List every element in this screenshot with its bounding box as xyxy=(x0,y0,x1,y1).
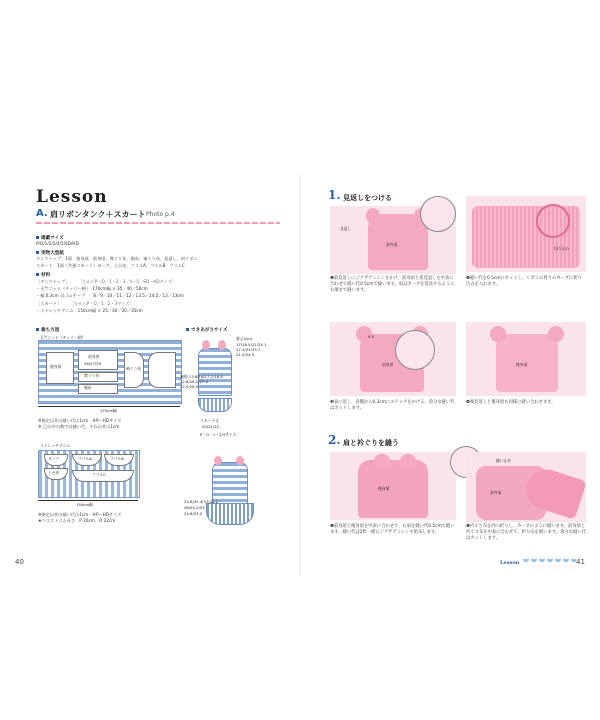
piece-back-label: 後身頃 xyxy=(50,364,62,369)
skirt-vals-c: 24.6/33.5 xyxy=(184,511,203,516)
lesson-title: Lesson xyxy=(36,187,108,207)
skirt-vals-b: 46/54.2/53 xyxy=(184,505,205,510)
footer-scallop xyxy=(522,559,576,565)
denim-note1: ※指定以外の縫い代は1cm ※P〜HDサイズ xyxy=(38,512,122,517)
step2-number: 2. xyxy=(328,433,341,447)
pattern-line2: スカート：1面（共通スカート）ヨーク、土台布、フリルA、フリルB、フリルC xyxy=(36,263,185,268)
skirt-length-vals: 20/21/22 xyxy=(202,424,220,429)
ribbon-left-icon-2 xyxy=(214,456,222,465)
piece-base-label: 土台布 xyxy=(48,470,60,475)
materials-item3: ・ストレッチデニム 150cm幅 × 25／30／30／35cm xyxy=(36,308,143,313)
piece-neck-label: 襟ぐり布 xyxy=(84,373,100,378)
materials-tank-note: ［左からP・O／1・2・3／4・5・SD・HDサイズ］ xyxy=(78,279,177,284)
denim-width-line xyxy=(38,500,138,501)
chest-vals: 胸囲 13.8/16/17.2/18.8 xyxy=(180,374,223,379)
note2: ※ ◯の中の数字は縫い代。それ以外は1cm xyxy=(38,424,120,429)
caption-1: ❶前見返しにジグザグミシンをかけ、前身頃と前見返しを中表に合わせて縫い代0.5cmで縫います。肩はカーブを延長するように右端まで縫います。 xyxy=(330,276,455,293)
width-line xyxy=(38,406,180,407)
label-seam: 0.5 xyxy=(368,334,375,339)
denim-note2: ★ウエストゴム長さ：P 20cm、O 22cm xyxy=(38,518,116,523)
skirt-illustration-1 xyxy=(198,398,232,412)
materials-item1: ・天竺ニット（チェリー柄） 170cm幅 × 35／40／50cm xyxy=(36,286,148,291)
piece-front-body xyxy=(78,350,118,370)
label-front-body: 前身頃 xyxy=(386,242,398,247)
step2-title: 肩と衿ぐりを縫う xyxy=(343,439,399,447)
caption-4: ❹後見返しと後身頃も同様に縫い合わせます。 xyxy=(466,400,556,405)
label-facing: 見返し xyxy=(340,226,352,231)
tank-illustration xyxy=(198,348,232,396)
section-title: 肩リボンタンク＋スカート xyxy=(50,210,146,219)
layout-nums: 26/27/29 xyxy=(84,361,102,366)
caption-3: ❸表に返し、表側から0.3cmにステッチをかける。余分な縫い代はカットします。 xyxy=(330,400,455,411)
piece-frill-a-label: フリルA xyxy=(78,456,92,461)
pattern-line1: タンクトップ：1面 後身頃、前身頃、襟ぐり布、裾布、袖ぐり布、見返し、肩リボン xyxy=(36,256,198,261)
piece-frill-b-label: フリルB xyxy=(110,456,124,461)
tank-size-vals3: 21.5/24.5 xyxy=(236,352,255,357)
ribbon-left-icon xyxy=(202,340,210,350)
layout-heading: 裁ち方図 xyxy=(36,327,59,333)
title-underline xyxy=(36,222,280,224)
materials-skirt-note: ［左からP・O／1／2・3サイズ］ xyxy=(70,301,134,306)
skirt-waist-vals: P・O・1・2/3サイズ xyxy=(200,432,237,437)
pattern-heading: 実物大型紙 xyxy=(36,250,64,256)
step1-number: 1. xyxy=(328,188,341,202)
piece-yoke-label: ヨーク xyxy=(48,456,60,461)
footer-lesson-label: Lesson xyxy=(500,560,520,566)
ribbon-right-icon-2 xyxy=(236,456,244,465)
sizes-value: P/O/1/2/3/4/5/SD/HD xyxy=(36,241,79,246)
fabric-label: 天竺ニット（チェリー柄） xyxy=(40,335,86,340)
dress-illustration xyxy=(212,462,248,504)
piece-arm-label: 袖ぐり布 xyxy=(126,366,142,371)
section-letter: A. xyxy=(36,208,48,219)
label-fold: 縫い止め xyxy=(496,458,512,463)
materials-skirt: ［スカート］ xyxy=(36,301,62,306)
sizes-heading: 掲載サイズ xyxy=(36,235,64,241)
caption-5: ❶前身頃と後身頃を中表に合わせて、右肩を縫い代0.5cmで縫います。縫い代は2枚一緒にジグザグミシンで始末します。 xyxy=(330,524,455,535)
step1-photo4 xyxy=(466,322,586,396)
step2-photo2 xyxy=(466,452,586,522)
step2-photo1 xyxy=(330,452,456,520)
materials-tank: ［タンクトップ］ xyxy=(36,279,70,284)
piece-hem-label: 裾布 xyxy=(84,385,92,390)
label-back-body: 後身頃 xyxy=(516,362,528,367)
label-front-body-2: 前身頃 xyxy=(382,362,394,367)
note1: ※指定以外の縫い代は1cm ※P〜HDサイズ xyxy=(38,418,122,423)
denim-label: ストレッチデニム xyxy=(40,443,71,448)
label-cut: 切り込み xyxy=(554,246,570,251)
tank-size-vals: 17/18.5/21/24.1 xyxy=(236,342,267,347)
step1-photo2 xyxy=(466,196,586,272)
label-back-body-2: 後身頃 xyxy=(378,486,390,491)
tank-size-top-label: 着丈(cm) xyxy=(236,336,253,341)
caption-2: ❷縫い代を0.5cmにカットし、リボンの周りのカーブに切り込みを入れます。 xyxy=(466,276,582,287)
step1-zoom-circle xyxy=(420,196,456,232)
photo-reference: Photo p.4 xyxy=(146,211,175,218)
finished-heading: できあがりサイズ xyxy=(186,327,227,333)
label-front-body-3: 前身頃 xyxy=(490,490,502,495)
chest-vals3: 22.5/26.5 xyxy=(180,384,199,389)
ribbon-right-icon xyxy=(218,340,226,350)
page-number-left: 40 xyxy=(15,558,24,566)
skirt-vals-a: 24.6/32.4/37/42.2 xyxy=(184,499,219,504)
materials-item2: ・幅 0.3cm のゴムテープ 8／9／10／11／12／13.5／14.5／12／13cm xyxy=(36,293,184,298)
skirt-illustration-2 xyxy=(206,503,254,525)
piece-frill-c-label: フリルC xyxy=(92,472,106,477)
piece-facing xyxy=(148,352,176,388)
book-gutter xyxy=(299,175,301,575)
tank-size-vals2: 27.4/31/33.7 xyxy=(236,347,261,352)
step1-photo3 xyxy=(330,322,456,396)
step1-zoom-circle-2 xyxy=(395,330,435,370)
caption-6: ❷衿ぐり布を四つ折りし、カーブのように縫います。前身頃と衿ぐり布を中表に合わせて、折り山を縫います。余分な縫い代はカットします。 xyxy=(466,524,586,541)
piece-front-label: 前身頃 xyxy=(88,354,100,359)
chest-vals2: 22.8/26.1/27.4 xyxy=(180,379,208,384)
width-label: 170cm幅 xyxy=(100,408,117,413)
materials-heading: 材料 xyxy=(36,272,50,278)
step1-title: 見返しをつける xyxy=(343,194,392,202)
denim-width-label: 150cm幅 xyxy=(76,502,93,507)
skirt-length-label: スカート丈 xyxy=(200,418,219,423)
page-number-right: 41 xyxy=(576,558,585,566)
